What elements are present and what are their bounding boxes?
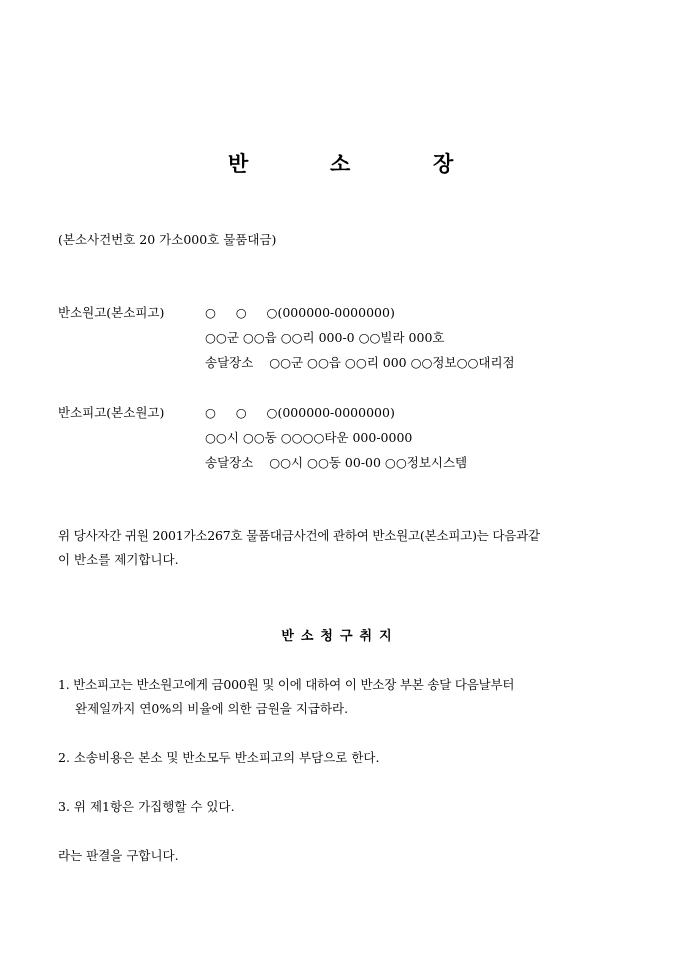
title-char: 소 [330,151,351,176]
claim-item-continuation: 완제일까지 연0%의 비율에 의한 금원을 지급하라. [75,701,349,716]
counter-defendant-name: ○ ○ ○(000000-0000000) [205,405,395,420]
closing-statement: 라는 판결을 구합니다. [58,848,179,863]
title-char: 장 [433,151,454,176]
counter-defendant-address: ○○시 ○○동 ○○○○타운 000-0000 [205,430,413,445]
counter-plaintiff-name: ○ ○ ○(000000-0000000) [205,305,395,320]
statement-line: 위 당사자간 귀원 2001가소267호 물품대금사건에 관하여 반소원고(본소피고)는 다음과같 [58,528,540,543]
claim-item: 3. 위 제1항은 가집행할 수 있다. [58,799,235,814]
counter-defendant-label: 반소피고(본소원고) [58,405,165,420]
statement-line: 이 반소를 제기합니다. [58,552,179,567]
claim-section-title: 반소청구취지 [281,629,399,644]
document-title [0,148,680,178]
title-char: 반 [228,151,249,176]
claim-item: 2. 소송비용은 본소 및 반소모두 반소피고의 부담으로 한다. [58,750,380,765]
counter-plaintiff-label: 반소원고(본소피고) [58,305,165,320]
case-reference: (본소사건번호 20 가소000호 물품대금) [58,232,277,247]
counter-plaintiff-address: ○○군 ○○읍 ○○리 000-0 ○○빌라 000호 [205,330,445,345]
claim-item: 1. 반소피고는 반소원고에게 금000원 및 이에 대하여 이 반소장 부본 송달 다음날부터 [58,677,515,692]
counter-plaintiff-service-address: 송달장소 ○○군 ○○읍 ○○리 000 ○○정보○○대리점 [205,355,515,370]
counter-defendant-service-address: 송달장소 ○○시 ○○동 00-00 ○○정보시스템 [205,455,468,470]
